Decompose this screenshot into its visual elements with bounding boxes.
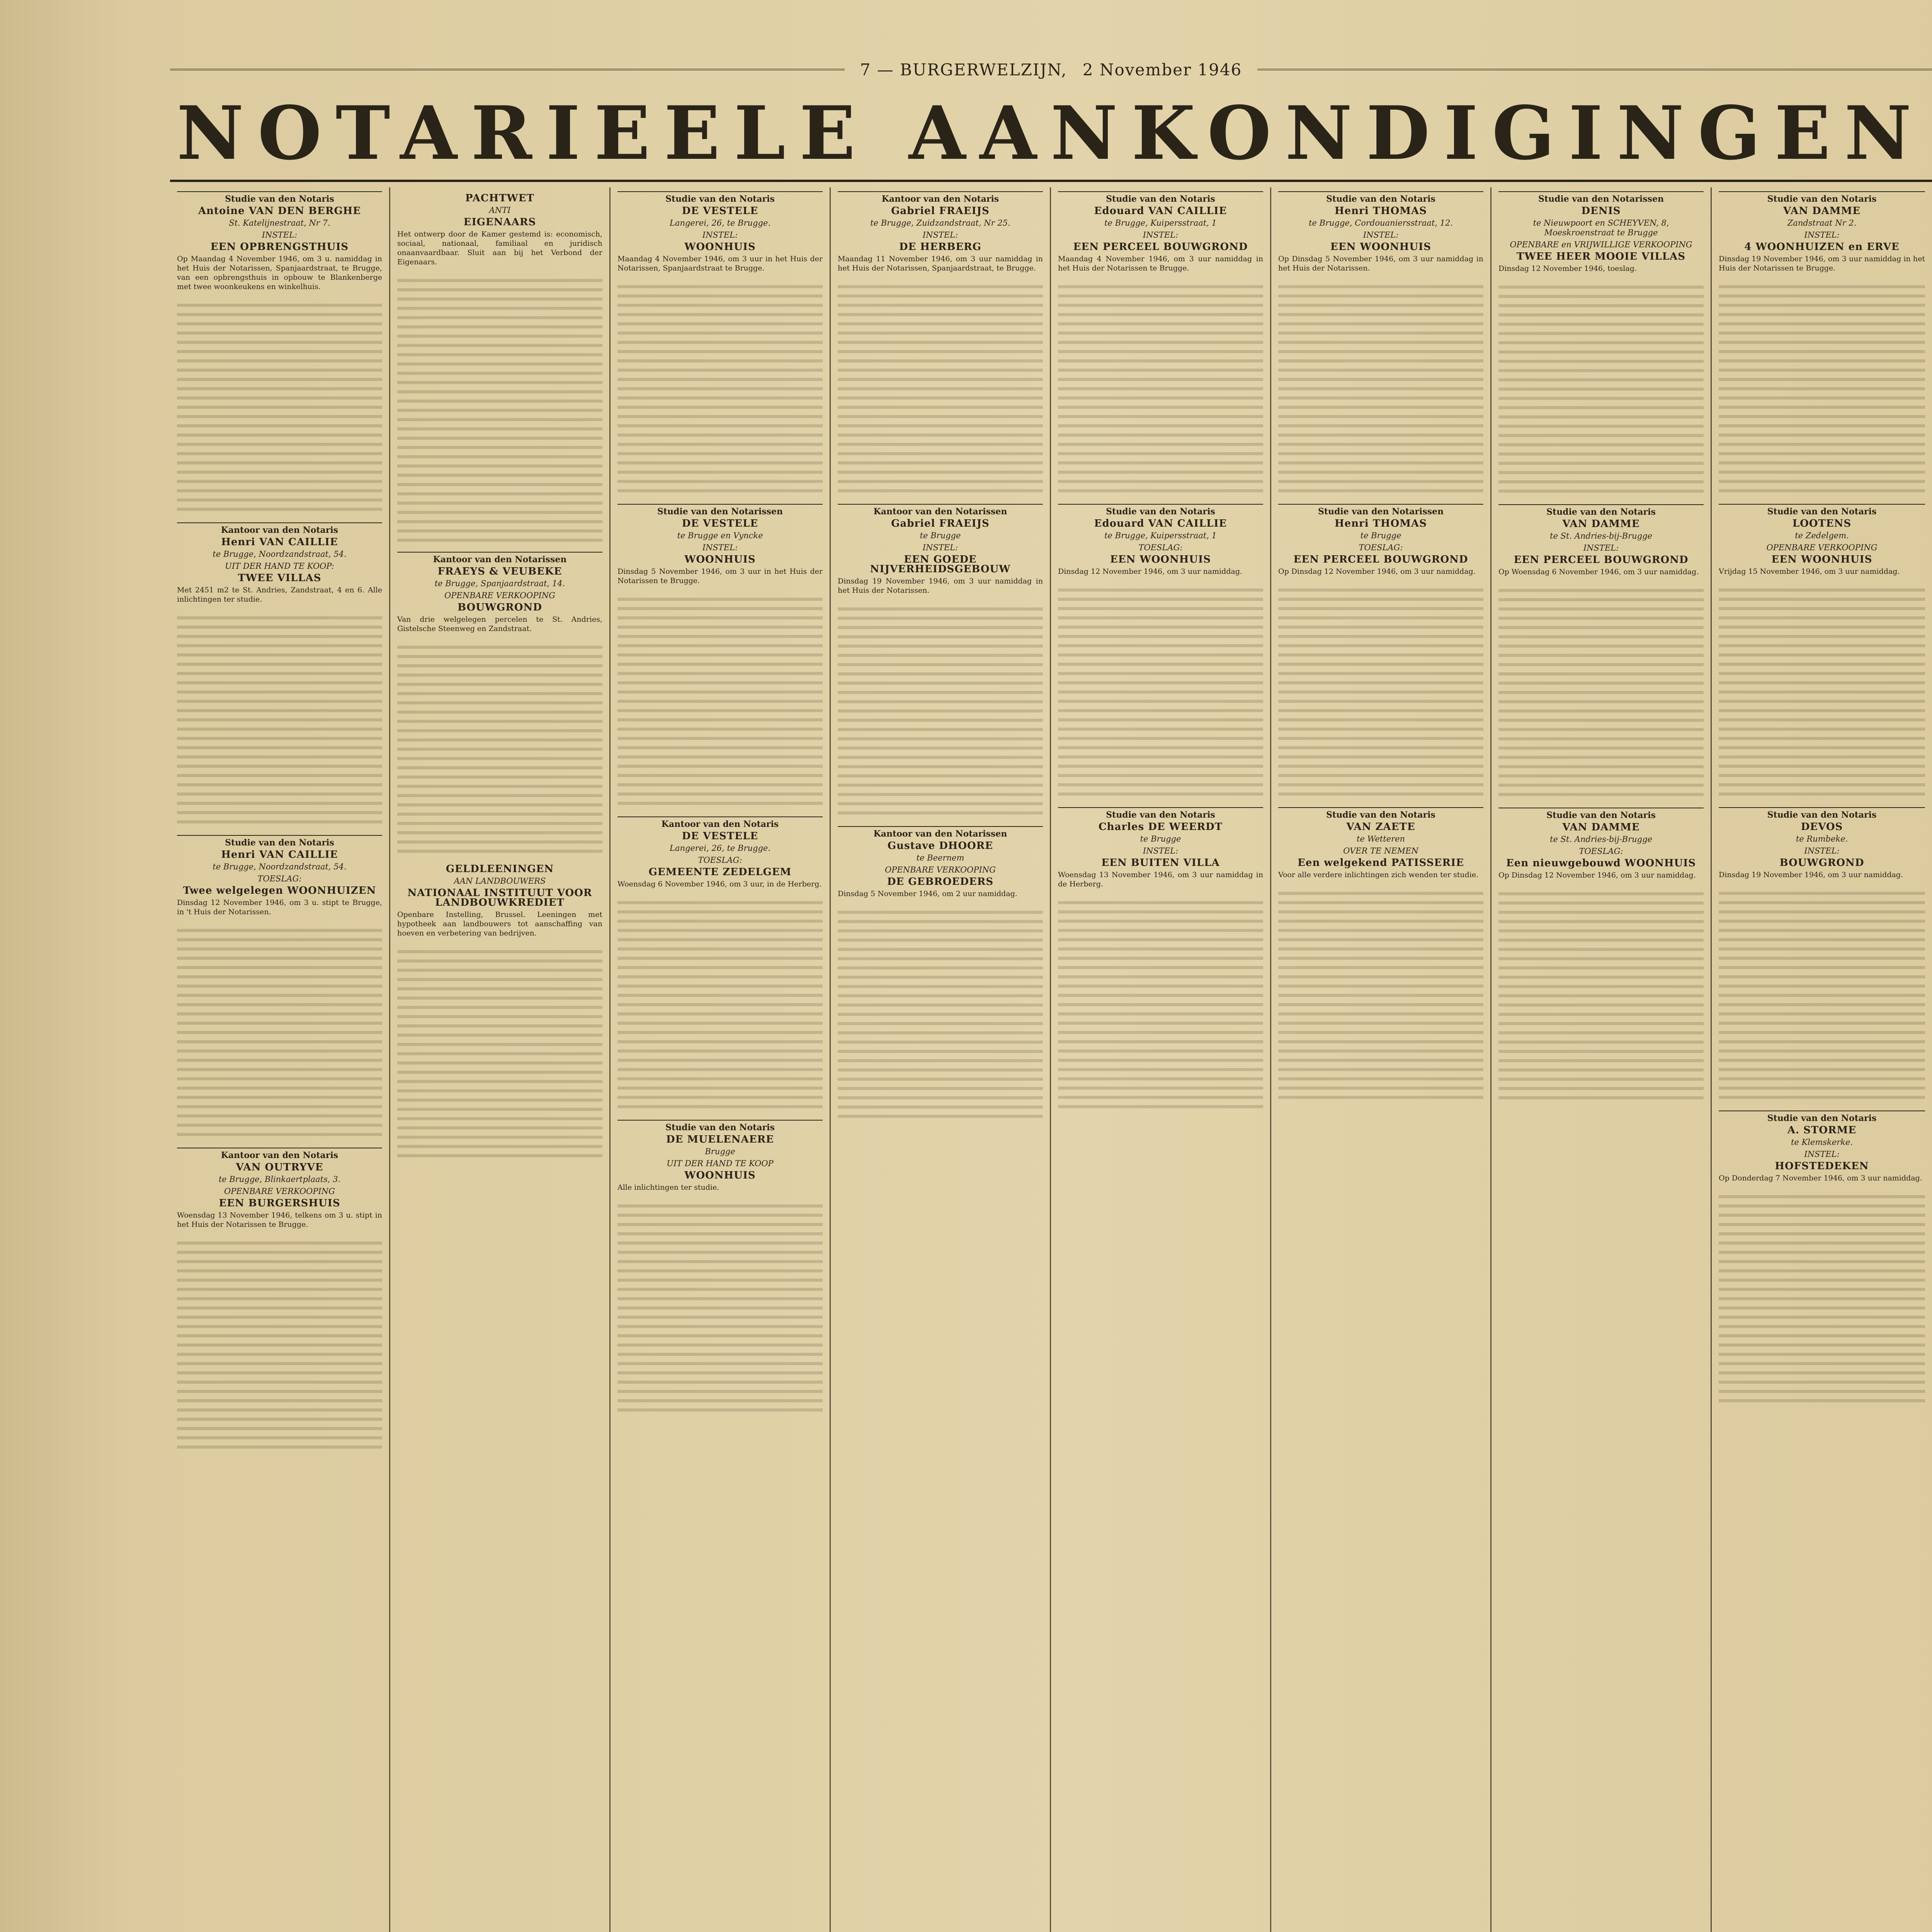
notice-header: Kantoor van den Notarissen xyxy=(397,552,602,565)
notice xyxy=(617,504,823,585)
notice-place: Brugge xyxy=(705,1147,735,1156)
notice-kind: OPENBARE en VRIJWILLIGE VERKOOPING xyxy=(1510,240,1692,249)
notice xyxy=(1278,191,1483,273)
columns xyxy=(170,187,1932,1932)
notice-kind: INSTEL: xyxy=(922,543,958,552)
notice xyxy=(1058,191,1263,273)
notice-body: Voor alle verdere inlichtingen zich wenden ter studie. xyxy=(1278,871,1479,879)
column-2 xyxy=(390,187,611,1932)
notice-title: GEMEENTE ZEDELGEM xyxy=(648,866,792,878)
notice-name: Henri THOMAS xyxy=(1335,205,1427,217)
notice-title: WOONHUIS xyxy=(684,1170,756,1181)
notice-title: EEN PERCEEL BOUWGROND xyxy=(1073,241,1248,253)
notice xyxy=(1498,191,1704,273)
notice-header: Studie van den Notaris xyxy=(1278,807,1483,820)
notice-place: te Zedelgem. xyxy=(1795,531,1849,540)
notice-kind: UIT DER HAND TE KOOP xyxy=(667,1159,774,1168)
notice-body: Op Maandag 4 November 1946, om 3 u. namiddag in het Huis der Notarissen, Spanjaardstraat, te Brugge, van een opbrengsthuis in opbouw te Blankenberge met twee woonkeukens en winkelhuis. xyxy=(177,255,382,291)
notice-body: Dinsdag 19 November 1946, om 3 uur namiddag in het Huis der Notarissen. xyxy=(838,577,1043,595)
text-block xyxy=(397,275,602,546)
text-block xyxy=(617,897,823,1114)
notice xyxy=(1719,191,1925,273)
text-block xyxy=(1719,1191,1925,1408)
notice xyxy=(1058,504,1263,576)
notice-kind: TOESLAG: xyxy=(1138,543,1183,552)
notice-name: Henri THOMAS xyxy=(1335,518,1427,529)
notice-header: Kantoor van den Notaris xyxy=(177,1148,382,1160)
notice xyxy=(617,1120,823,1192)
notice-kind: TOESLAG: xyxy=(1579,847,1623,856)
masthead-rule xyxy=(170,180,1932,182)
text-block xyxy=(177,612,382,829)
notice-header: Studie van den Notaris xyxy=(177,191,382,204)
notice-body: Woensdag 13 November 1946, om 3 uur namiddag in de Herberg. xyxy=(1058,871,1263,888)
notice-name: DE MUELENAERE xyxy=(666,1134,774,1145)
notice-title: EEN OPBRENGSTHUIS xyxy=(210,241,349,253)
notice-place: te Brugge, Noordzandstraat, 54. xyxy=(213,862,347,871)
notice xyxy=(177,1148,382,1229)
column-1 xyxy=(170,187,390,1932)
notice-title: 4 WOONHUIZEN en ERVE xyxy=(1744,241,1900,253)
notice-header: Studie van den Notarissen xyxy=(617,504,823,517)
notice xyxy=(838,504,1043,595)
notice-kind: OVER TE NEMEN xyxy=(1343,846,1418,855)
text-block xyxy=(1278,281,1483,498)
text-block xyxy=(177,1238,382,1454)
notice-title: EEN GOEDE NIJVERHEIDSGEBOUW xyxy=(870,554,1011,575)
notice-title: Een welgekend PATISSERIE xyxy=(1298,857,1464,869)
notice xyxy=(397,552,602,633)
notice xyxy=(1498,504,1704,577)
notice xyxy=(1278,807,1483,879)
notice-title: EEN WOONHUIS xyxy=(1771,554,1872,565)
notice-place: te Beernem xyxy=(916,853,964,862)
notice-kind: INSTEL: xyxy=(1804,846,1840,855)
notice xyxy=(177,191,382,291)
notice-title: HOFSTEDEKEN xyxy=(1775,1160,1869,1172)
notice-header: Studie van den Notaris xyxy=(1498,504,1704,517)
notice-place: te Rumbeke. xyxy=(1796,834,1848,844)
notice-header: Studie van den Notaris xyxy=(1719,807,1925,820)
notice xyxy=(397,194,602,267)
notice-name: DE VESTELE xyxy=(682,205,759,217)
notice-title: BOUWGROND xyxy=(1779,857,1864,869)
notice-body: Dinsdag 19 November 1946, om 3 uur namiddag in het Huis der Notarissen te Brugge. xyxy=(1719,255,1925,272)
notice-body: Met 2451 m2 te St. Andries, Zandstraat, 4 en 6. Alle inlichtingen ter studie. xyxy=(177,586,382,604)
notice-title: EEN PERCEEL BOUWGROND xyxy=(1293,554,1468,565)
notice-name: GELDLEENINGEN xyxy=(446,863,554,875)
text-block xyxy=(1719,281,1925,498)
notice-kind: INSTEL: xyxy=(1804,230,1840,240)
notice-name: Gabriel FRAEIJS xyxy=(891,518,990,529)
notice xyxy=(1498,808,1704,880)
notice-body: Op Donderdag 7 November 1946, om 3 uur namiddag. xyxy=(1719,1174,1922,1182)
notice xyxy=(1719,1111,1925,1183)
notice-kind: ANTI xyxy=(489,206,511,215)
notice-title: EEN WOONHUIS xyxy=(1110,554,1211,565)
notice xyxy=(397,864,602,938)
notice-kind: OPENBARE VERKOOPING xyxy=(444,591,555,600)
notice-kind: INSTEL: xyxy=(1583,543,1619,553)
column-5 xyxy=(1051,187,1271,1932)
notice-name: VAN OUTRYVE xyxy=(236,1162,323,1173)
notice-title: EEN PERCEEL BOUWGROND xyxy=(1514,554,1689,566)
folio-page: 7 — BURGERWELZIJN, xyxy=(860,60,1067,79)
notice-title: EEN BUITEN VILLA xyxy=(1101,857,1220,869)
notice-name: A. STORME xyxy=(1787,1124,1857,1136)
notice-title: EEN WOONHUIS xyxy=(1330,241,1431,253)
text-block xyxy=(177,300,382,516)
text-block xyxy=(617,1201,823,1417)
column-6 xyxy=(1271,187,1492,1932)
notice-name: PACHTWET xyxy=(465,192,534,204)
notice xyxy=(838,191,1043,273)
column-4 xyxy=(831,187,1051,1932)
notice-header: Kantoor van den Notarissen xyxy=(838,826,1043,839)
notice-name: Edouard VAN CAILLIE xyxy=(1094,205,1227,217)
notice-body: Vrijdag 15 November 1946, om 3 uur namiddag. xyxy=(1719,567,1900,576)
text-block xyxy=(1498,585,1704,801)
notice-name: FRAEYS & VEUBEKE xyxy=(437,566,562,577)
text-block xyxy=(1498,888,1704,1105)
notice-name: Charles DE WEERDT xyxy=(1098,821,1223,833)
text-block xyxy=(838,604,1043,820)
notice xyxy=(177,522,382,604)
notice-name: DEVOS xyxy=(1801,821,1843,833)
notice-header: Studie van den Notaris xyxy=(1719,1111,1925,1123)
notice-header: Studie van den Notaris xyxy=(1058,807,1263,820)
notice-place: te Brugge, Noordzandstraat, 54. xyxy=(213,549,347,559)
notice-header: Studie van den Notaris xyxy=(1058,504,1263,517)
notice-title: EIGENAARS xyxy=(463,216,536,228)
notice-title: Een nieuwgebouwd WOONHUIS xyxy=(1506,857,1696,869)
notice-header: Studie van den Notaris xyxy=(617,191,823,204)
notice-place: te Brugge, Blinkaertplaats, 3. xyxy=(218,1175,341,1184)
text-block xyxy=(1058,585,1263,801)
notice-header: Studie van den Notaris xyxy=(1278,191,1483,204)
notice-place: te St. Andries-bij-Brugge xyxy=(1550,531,1652,541)
notice-name: Antoine VAN DEN BERGHE xyxy=(198,205,361,217)
notice-name: Henri VAN CAILLIE xyxy=(221,536,338,548)
notice-body: Maandag 4 November 1946, om 3 uur namiddag in het Huis der Notarissen te Brugge. xyxy=(1058,255,1263,272)
notice-body: Openbare Instelling, Brussel. Leeningen met hypotheek aan landbouwers tot aanschaffing van hoeven en verbetering van bedrijven. xyxy=(397,910,602,937)
notice-name: Edouard VAN CAILLIE xyxy=(1094,518,1227,529)
notice-body: Dinsdag 12 November 1946, toeslag. xyxy=(1498,264,1637,273)
notice-header: Studie van den Notaris xyxy=(617,1120,823,1133)
notice-kind: INSTEL: xyxy=(1363,230,1399,240)
folio-date: 2 November 1946 xyxy=(1082,60,1242,79)
notice-name: Gustave DHOORE xyxy=(887,840,993,852)
notice-kind: INSTEL: xyxy=(922,230,958,240)
notice-body: Alle inlichtingen ter studie. xyxy=(617,1183,719,1192)
notice-place: AAN LANDBOUWERS xyxy=(454,876,546,886)
notice xyxy=(1719,504,1925,576)
page-title: NOTARIEELE AANKONDIGINGEN xyxy=(177,90,1925,176)
notice xyxy=(617,191,823,273)
notice-place: Langerei, 26, te Brugge. xyxy=(670,844,770,853)
notice-body: Dinsdag 12 November 1946, om 3 u. stipt te Brugge, in 't Huis der Notarissen. xyxy=(177,898,382,916)
notice-title: DE GEBROEDERS xyxy=(887,876,994,888)
notice-place: te Brugge, Kuipersstraat, 1 xyxy=(1104,218,1217,228)
notice-name: VAN DAMME xyxy=(1562,518,1640,530)
text-block xyxy=(1719,888,1925,1104)
notice-place: te Brugge, Zuidzandstraat, Nr 25. xyxy=(870,218,1010,228)
notice-header: Studie van den Notarissen xyxy=(1498,191,1704,204)
notice-title: Twee welgelegen WOONHUIZEN xyxy=(183,885,376,896)
notice xyxy=(1058,807,1263,889)
notice-kind: INSTEL: xyxy=(1804,1150,1840,1159)
notice-header: Studie van den Notaris xyxy=(1498,808,1704,820)
text-block xyxy=(1498,282,1704,498)
text-block xyxy=(1278,888,1483,1104)
notice-place: St. Katelijnestraat, Nr 7. xyxy=(229,218,330,228)
notice-name: VAN ZAETE xyxy=(1346,821,1415,833)
text-block xyxy=(1058,281,1263,498)
notice-name: VAN DAMME xyxy=(1562,821,1640,833)
notice-body: Dinsdag 5 November 1946, om 3 uur in het Huis der Notarissen te Brugge. xyxy=(617,567,823,585)
notice-name: LOOTENS xyxy=(1792,518,1852,529)
text-block xyxy=(397,642,602,858)
notice-place: te Brugge, Kuipersstraat, 1 xyxy=(1104,531,1217,540)
notice-kind: UIT DER HAND TE KOOP: xyxy=(225,561,334,571)
folio-rule-left xyxy=(170,69,845,70)
notice-body: Op Dinsdag 12 November 1946, om 3 uur namiddag. xyxy=(1498,871,1696,879)
text-block xyxy=(177,925,382,1141)
notice-body: Van drie welgelegen percelen te St. Andries, Gistelsche Steenweg en Zandstraat. xyxy=(397,615,602,633)
folio-rule-right xyxy=(1257,69,1932,70)
notice-title: WOONHUIS xyxy=(684,241,756,253)
notice-place: te Brugge, Cordouaniersstraat, 12. xyxy=(1308,218,1453,228)
notice-name: DENIS xyxy=(1581,205,1621,217)
notice xyxy=(1278,504,1483,576)
text-block xyxy=(1719,585,1925,801)
notice-header: Studie van den Notaris xyxy=(1719,504,1925,517)
notice-header: Studie van den Notaris xyxy=(177,835,382,848)
notice-header: Kantoor van den Notaris xyxy=(617,816,823,829)
notice-kind: OPENBARE VERKOOPING xyxy=(224,1187,335,1196)
notice-header: Studie van den Notaris xyxy=(1719,191,1925,204)
notice-place: te Klemskerke. xyxy=(1791,1138,1853,1147)
text-block xyxy=(617,281,823,498)
notice xyxy=(177,835,382,917)
notice-place: te Brugge xyxy=(920,531,961,540)
notice xyxy=(617,816,823,889)
notice-kind: OPENBARE VERKOOPING xyxy=(1766,543,1878,552)
text-block xyxy=(1058,897,1263,1114)
text-block xyxy=(397,946,602,1163)
notice-name: Gabriel FRAEIJS xyxy=(891,205,990,217)
text-block xyxy=(838,281,1043,498)
notice-kind: INSTEL: xyxy=(702,543,738,552)
notice-kind: OPENBARE VERKOOPING xyxy=(885,865,996,874)
notice xyxy=(838,826,1043,898)
notice-kind: TOESLAG: xyxy=(257,874,302,883)
notice-name: Henri VAN CAILLIE xyxy=(221,849,338,861)
notice-place: te Nieuwpoort en SCHEYVEN, 8, Moeskroenstraat te Brugge xyxy=(1533,218,1669,237)
notice-place: te Brugge xyxy=(1140,834,1181,844)
notice-header: Studie van den Notarissen xyxy=(1278,504,1483,517)
notice-kind: INSTEL: xyxy=(262,230,298,240)
notice-place: te St. Andries-bij-Brugge xyxy=(1550,835,1652,844)
notice-body: Dinsdag 5 November 1946, om 2 uur namiddag. xyxy=(838,889,1017,898)
column-3 xyxy=(611,187,831,1932)
notice-place: te Brugge, Spanjaardstraat, 14. xyxy=(434,579,565,588)
text-block xyxy=(1278,585,1483,801)
notice-place: Zandstraat Nr 2. xyxy=(1787,218,1857,228)
notice-title: NATIONAAL INSTITUUT VOOR LANDBOUWKREDIET xyxy=(407,887,592,908)
column-7 xyxy=(1492,187,1712,1932)
notice-title: EEN BURGERSHUIS xyxy=(219,1197,340,1209)
notice-title: TWEE HEER MOOIE VILLAS xyxy=(1516,251,1686,262)
notice-body: Op Dinsdag 5 November 1946, om 3 uur namiddag in het Huis der Notarissen. xyxy=(1278,255,1483,272)
notice-header: Studie van den Notaris xyxy=(1058,191,1263,204)
notice-body: Maandag 4 November 1946, om 3 uur in het Huis der Notarissen, Spanjaardstraat te Brugge. xyxy=(617,255,823,272)
notice-kind: INSTEL: xyxy=(1143,230,1179,240)
notice-kind: TOESLAG: xyxy=(1359,543,1403,552)
notice-body: Het ontwerp door de Kamer gestemd is: economisch, sociaal, nationaal, familiaal en juridisch onaanvaardbaar. Sluit aan bij het Verbond der Eigenaars. xyxy=(397,230,602,266)
notice-body: Woensdag 6 November 1946, om 3 uur, in de Herberg. xyxy=(617,880,822,888)
notice-kind: INSTEL: xyxy=(1143,846,1179,855)
notice-header: Kantoor van den Notaris xyxy=(177,522,382,535)
notice-body: Woensdag 13 November 1946, telkens om 3 u. stipt in het Huis der Notarissen te Brugge. xyxy=(177,1211,382,1229)
notice-name: DE VESTELE xyxy=(682,518,759,529)
notice-body: Op Dinsdag 12 November 1946, om 3 uur namiddag. xyxy=(1278,567,1476,576)
notice-place: te Brugge xyxy=(1360,531,1401,540)
notice-name: VAN DAMME xyxy=(1783,205,1861,217)
text-block xyxy=(838,907,1043,1123)
notice-title: DE HERBERG xyxy=(899,241,981,253)
notice-place: te Wetteren xyxy=(1356,834,1405,844)
notice-body: Dinsdag 12 November 1946, om 3 uur namiddag. xyxy=(1058,567,1242,576)
notice-body: Op Woensdag 6 November 1946, om 3 uur namiddag. xyxy=(1498,568,1699,576)
notice-title: BOUWGROND xyxy=(457,602,542,613)
notice-header: Kantoor van den Notarissen xyxy=(838,504,1043,517)
notice-body: Dinsdag 19 November 1946, om 3 uur namiddag. xyxy=(1719,871,1903,879)
notice-name: DE VESTELE xyxy=(682,830,759,842)
notice-kind: INSTEL: xyxy=(702,230,738,240)
notice-place: Langerei, 26, te Brugge. xyxy=(670,218,770,228)
folio-line xyxy=(170,58,1932,81)
text-block xyxy=(617,594,823,810)
notice-body: Maandag 11 November 1946, om 3 uur namiddag in het Huis der Notarissen, Spanjaardstraat, te Brugge. xyxy=(838,255,1043,272)
notice-header: Kantoor van den Notaris xyxy=(838,191,1043,204)
notice-title: WOONHUIS xyxy=(684,554,756,565)
notice-kind: TOESLAG: xyxy=(698,855,742,865)
notice-place: te Brugge en Vyncke xyxy=(677,531,763,540)
notice xyxy=(1719,807,1925,879)
column-8 xyxy=(1712,187,1932,1932)
notice-title: TWEE VILLAS xyxy=(238,572,321,584)
